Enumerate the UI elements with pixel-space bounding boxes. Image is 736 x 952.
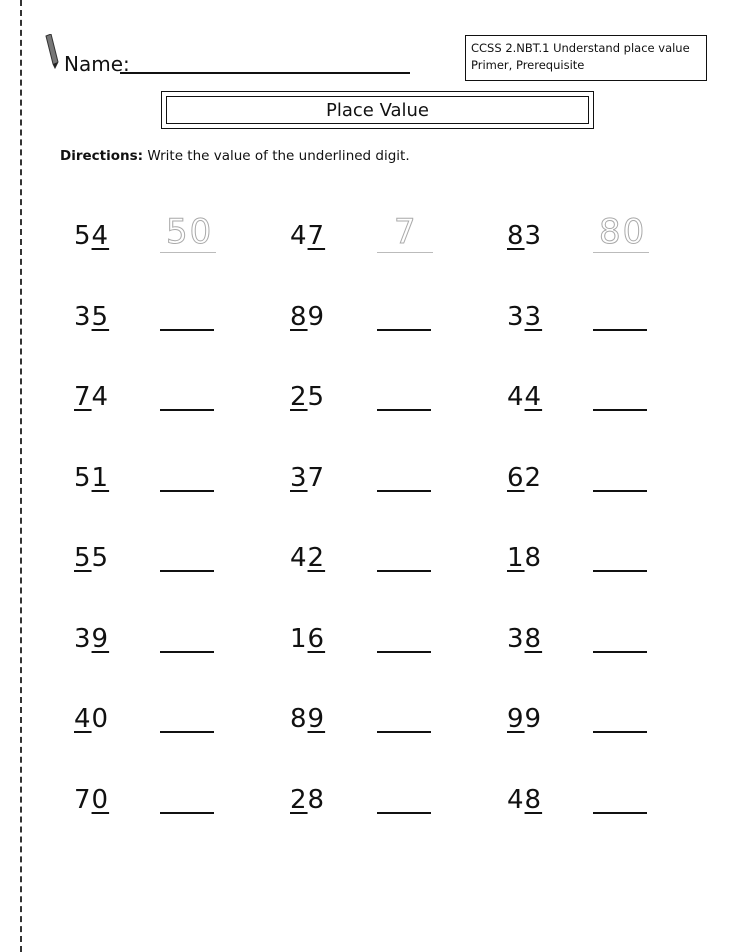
underlined-digit: 4 — [74, 704, 92, 734]
digit: 2 — [524, 462, 543, 493]
answer-blank[interactable] — [160, 731, 214, 733]
underlined-digit: 6 — [307, 623, 326, 654]
answer-blank[interactable] — [377, 329, 431, 331]
digit: 4 — [507, 784, 525, 815]
underlined-digit: 5 — [74, 543, 92, 573]
problem-number — [290, 462, 325, 494]
example-answer: 7 — [394, 212, 418, 252]
problem-number — [507, 301, 542, 333]
answer-blank[interactable] — [593, 570, 647, 572]
underlined-digit: 8 — [524, 784, 543, 815]
example-line — [160, 252, 216, 253]
problem-number — [74, 381, 109, 413]
answer-blank[interactable] — [593, 731, 647, 733]
digit: 4 — [91, 382, 110, 412]
underlined-digit: 9 — [507, 704, 525, 734]
underlined-digit: 3 — [290, 462, 308, 493]
problem-number — [507, 542, 542, 574]
digit: 8 — [290, 704, 308, 734]
digit: 1 — [290, 623, 308, 654]
answer-blank[interactable] — [377, 490, 431, 492]
answer-blank[interactable] — [593, 812, 647, 814]
problem-number — [74, 784, 109, 816]
directions-label: Directions: — [60, 148, 144, 164]
underlined-digit: 7 — [307, 221, 326, 251]
underlined-digit: 2 — [290, 784, 308, 815]
problem-number — [290, 542, 325, 574]
problem-number — [290, 703, 325, 735]
digit: 7 — [74, 784, 92, 815]
underlined-digit: 8 — [507, 221, 525, 251]
digit: 4 — [290, 221, 308, 251]
underlined-digit: 6 — [507, 462, 525, 493]
problem-number — [74, 623, 109, 655]
underlined-digit: 0 — [91, 784, 110, 815]
answer-blank[interactable] — [160, 651, 214, 653]
answer-blank[interactable] — [160, 490, 214, 492]
digit: 3 — [74, 623, 92, 654]
name-label: Name: — [64, 52, 130, 76]
problem-number — [507, 220, 542, 252]
standard-line-2: Primer, Prerequisite — [471, 58, 585, 72]
underlined-digit: 8 — [524, 623, 543, 654]
directions-text: Write the value of the underlined digit. — [143, 148, 410, 164]
answer-blank[interactable] — [160, 329, 214, 331]
problem-number — [507, 462, 542, 494]
answer-blank[interactable] — [377, 731, 431, 733]
answer-blank[interactable] — [593, 409, 647, 411]
problem-number — [290, 381, 325, 413]
answer-blank[interactable] — [377, 812, 431, 814]
digit: 5 — [74, 462, 92, 493]
underlined-digit: 3 — [524, 301, 543, 332]
problem-number — [290, 623, 325, 655]
example-line — [377, 252, 433, 253]
problem-number — [74, 542, 109, 574]
answer-blank[interactable] — [160, 409, 214, 411]
underlined-digit: 4 — [91, 221, 110, 251]
problem-number — [74, 220, 109, 252]
problem-number — [507, 381, 542, 413]
answer-blank[interactable] — [160, 570, 214, 572]
digit: 5 — [74, 221, 92, 251]
digit: 3 — [507, 623, 525, 654]
problem-number — [290, 784, 325, 816]
problem-number — [74, 462, 109, 494]
underlined-digit: 1 — [507, 543, 525, 573]
problem-number — [74, 703, 109, 735]
underlined-digit: 8 — [290, 301, 308, 332]
answer-blank[interactable] — [593, 490, 647, 492]
digit: 3 — [524, 221, 543, 251]
problem-number — [507, 623, 542, 655]
example-answer: 80 — [599, 212, 647, 252]
underlined-digit: 9 — [91, 623, 110, 654]
digit: 7 — [307, 462, 326, 493]
page-title: Place Value — [166, 96, 589, 124]
underlined-digit: 9 — [307, 704, 326, 734]
underlined-digit: 4 — [524, 382, 543, 412]
example-answer: 50 — [166, 212, 214, 252]
digit: 0 — [91, 704, 110, 734]
digit: 9 — [524, 704, 543, 734]
answer-blank[interactable] — [377, 409, 431, 411]
example-line — [593, 252, 649, 253]
digit: 5 — [91, 543, 110, 573]
answer-blank[interactable] — [593, 329, 647, 331]
problem-number — [507, 703, 542, 735]
answer-blank[interactable] — [377, 651, 431, 653]
problem-number — [290, 220, 325, 252]
answer-blank[interactable] — [593, 651, 647, 653]
digit: 9 — [307, 301, 326, 332]
digit: 8 — [307, 784, 326, 815]
underlined-digit: 5 — [91, 301, 110, 332]
problem-number — [290, 301, 325, 333]
underlined-digit: 2 — [290, 382, 308, 412]
digit: 8 — [524, 543, 543, 573]
underlined-digit: 7 — [74, 382, 92, 412]
digit: 4 — [507, 382, 525, 412]
digit: 5 — [307, 382, 326, 412]
digit: 4 — [290, 543, 308, 573]
problem-number — [74, 301, 109, 333]
digit: 3 — [507, 301, 525, 332]
answer-blank[interactable] — [377, 570, 431, 572]
underlined-digit: 2 — [307, 543, 326, 573]
standard-line-1: CCSS 2.NBT.1 Understand place value — [471, 41, 690, 55]
digit: 3 — [74, 301, 92, 332]
problem-number — [507, 784, 542, 816]
answer-blank[interactable] — [160, 812, 214, 814]
underlined-digit: 1 — [91, 462, 110, 493]
